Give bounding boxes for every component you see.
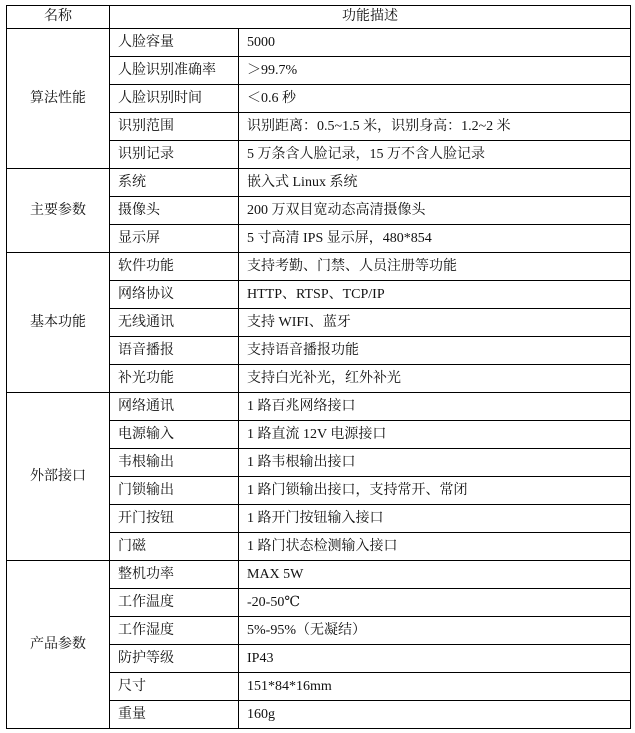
param-value-cell: 1 路韦根输出接口 [239,449,631,477]
group-name-cell: 基本功能 [7,253,110,393]
param-value-cell: IP43 [239,645,631,673]
param-value-cell: 1 路门锁输出接口，支持常开、常闭 [239,477,631,505]
param-label-cell: 重量 [110,701,239,729]
table-row [7,169,631,197]
param-value-cell: 5%-95%（无凝结） [239,617,631,645]
param-value-cell: ＜0.6 秒 [239,85,631,113]
param-value-cell: MAX 5W [239,561,631,589]
param-label-cell: 人脸识别时间 [110,85,239,113]
group-name-cell: 外部接口 [7,393,110,561]
param-value-cell: 支持 WIFI、蓝牙 [239,309,631,337]
param-value-cell: 识别距离：0.5~1.5 米，识别身高：1.2~2 米 [239,113,631,141]
param-value-cell: 200 万双目宽动态高清摄像头 [239,197,631,225]
param-value-cell: ＞99.7% [239,57,631,85]
header-name: 名称 [7,6,110,29]
param-value-cell: 1 路开门按钮输入接口 [239,505,631,533]
param-value-cell: 160g [239,701,631,729]
param-value-cell: 1 路百兆网络接口 [239,393,631,421]
header-description: 功能描述 [110,6,631,29]
param-value-cell: 1 路门状态检测输入接口 [239,533,631,561]
table-row [7,393,631,421]
param-value-cell: 151*84*16mm [239,673,631,701]
spec-table [6,5,631,729]
param-label-cell: 电源输入 [110,421,239,449]
header-row [7,6,631,29]
param-value-cell: 支持语音播报功能 [239,337,631,365]
param-label-cell: 语音播报 [110,337,239,365]
param-label-cell: 尺寸 [110,673,239,701]
param-label-cell: 网络通讯 [110,393,239,421]
param-label-cell: 工作温度 [110,589,239,617]
param-label-cell: 门锁输出 [110,477,239,505]
param-label-cell: 识别范围 [110,113,239,141]
param-label-cell: 识别记录 [110,141,239,169]
param-value-cell: 嵌入式 Linux 系统 [239,169,631,197]
param-value-cell: 支持考勤、门禁、人员注册等功能 [239,253,631,281]
spec-body [7,29,631,729]
param-label-cell: 补光功能 [110,365,239,393]
param-label-cell: 人脸识别准确率 [110,57,239,85]
param-value-cell: -20-50℃ [239,589,631,617]
param-label-cell: 人脸容量 [110,29,239,57]
param-value-cell: 支持白光补光，红外补光 [239,365,631,393]
group-name-cell: 主要参数 [7,169,110,253]
param-label-cell: 摄像头 [110,197,239,225]
group-name-cell: 算法性能 [7,29,110,169]
param-label-cell: 工作湿度 [110,617,239,645]
table-row [7,561,631,589]
param-value-cell: 5 寸高清 IPS 显示屏，480*854 [239,225,631,253]
param-label-cell: 开门按钮 [110,505,239,533]
param-label-cell: 无线通讯 [110,309,239,337]
param-label-cell: 防护等级 [110,645,239,673]
group-name-cell: 产品参数 [7,561,110,729]
table-row [7,253,631,281]
param-value-cell: 5000 [239,29,631,57]
param-label-cell: 显示屏 [110,225,239,253]
param-label-cell: 网络协议 [110,281,239,309]
param-label-cell: 系统 [110,169,239,197]
param-label-cell: 软件功能 [110,253,239,281]
table-row [7,29,631,57]
param-label-cell: 韦根输出 [110,449,239,477]
param-value-cell: 1 路直流 12V 电源接口 [239,421,631,449]
param-label-cell: 门磁 [110,533,239,561]
param-value-cell: HTTP、RTSP、TCP/IP [239,281,631,309]
param-value-cell: 5 万条含人脸记录，15 万不含人脸记录 [239,141,631,169]
param-label-cell: 整机功率 [110,561,239,589]
